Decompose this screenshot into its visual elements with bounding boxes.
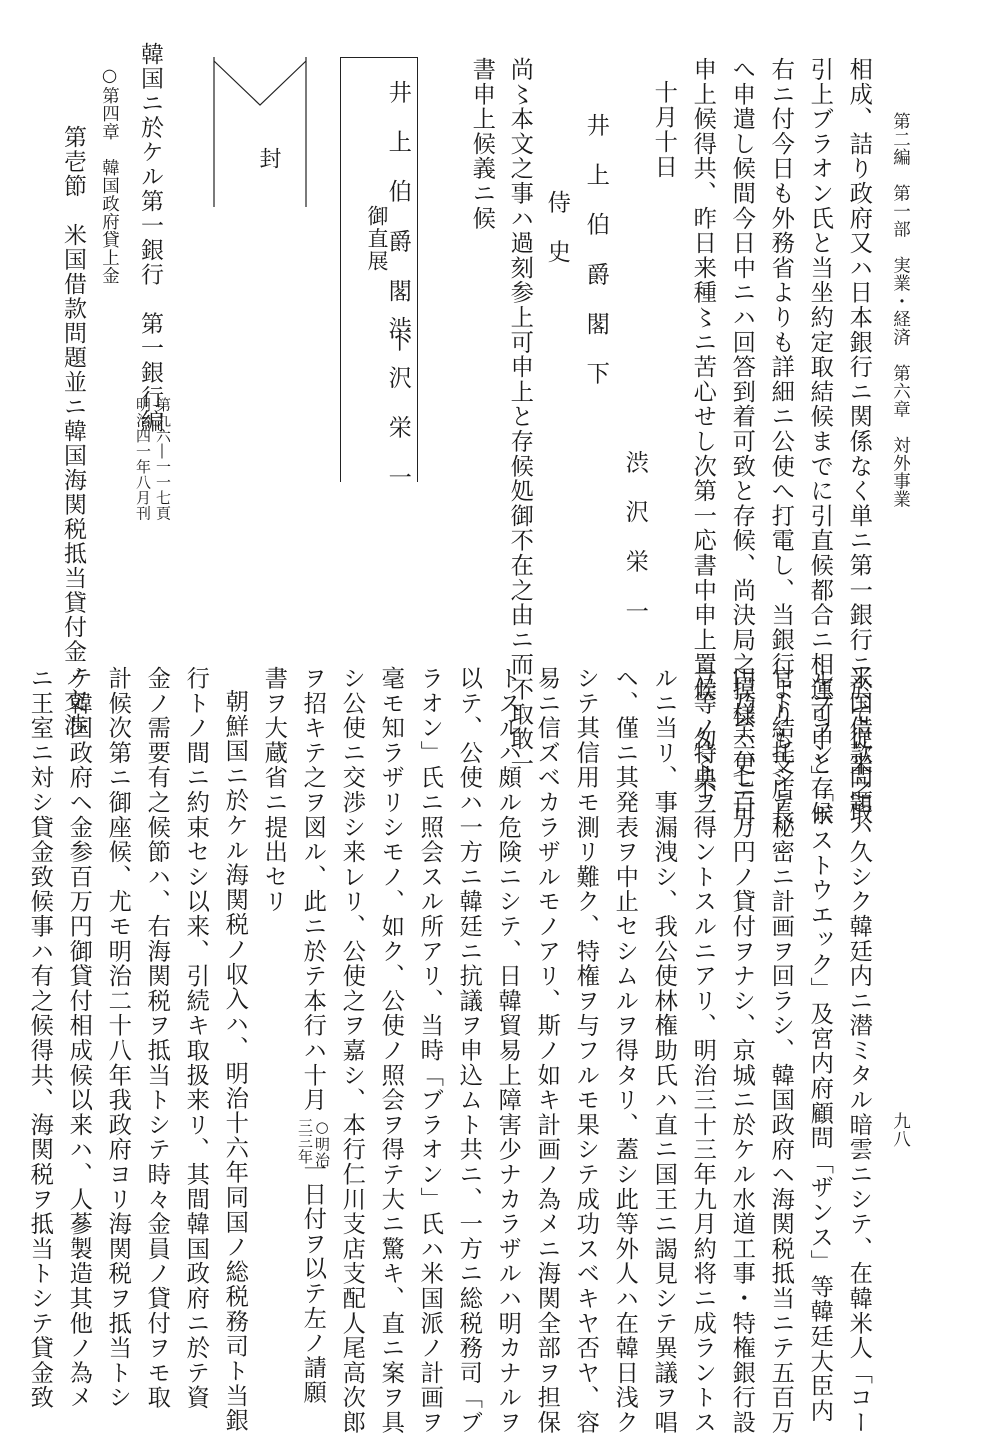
narrative-line: ラオン」氏ニ照会スル所アリ、当時「ブラオン」氏ハ米国派ノ計画ヲ <box>416 666 444 1435</box>
narrative-line: ヲ招キテ之ヲ図ル、此ニ於テ本行ハ十月 <box>299 666 327 1113</box>
petition-line: ニ王室ニ対シ貸金致候事ハ有之候得共、海関税ヲ抵当トシテ貸金致 <box>26 666 54 1410</box>
narrative-line: 円乃至六七百万円ノ貸付ヲナシ、京城ニ於ケル水道工事・特権銀行設 <box>728 666 756 1435</box>
postscript-line: 書申上候義ニ候 <box>468 57 496 231</box>
narrative-line: 官ト結托シテ秘密ニ計画ヲ回ラシ、韓国政府ヘ海関税抵当ニテ五百万 <box>767 666 795 1435</box>
narrative-line: シ公使ニ交渉シ来レリ、公使之ヲ嘉シ、本行仁川支店支配人尾高次郎 <box>338 666 366 1435</box>
narrative-line: 立等ノ特典ヲ得ントスルニアリ、明治三十三年九月約将ニ成ラントス <box>689 666 717 1435</box>
petition-line: テ韓国政府ヘ金参百万円御貸付相成候以来ハ、人蔘製造其他ノ為メ <box>65 666 93 1410</box>
page-number: 九八 <box>890 1112 911 1148</box>
letter-line: 引上ブラオン氏と当坐約定取結候までに引直候都合ニ相運可申と存候 <box>806 57 834 826</box>
inline-note-bottom: 三三年 <box>296 1118 314 1165</box>
narrative-line: ヘ、僅ニ其発表ヲ中止セシムルヲ得タリ、蓋シ此等外人ハ在韓日浅ク <box>611 666 639 1435</box>
envelope-sender: 渋 沢 栄 一 <box>384 316 412 490</box>
letter-honorific: 侍 史 <box>543 190 571 265</box>
letter-line: へ申遣し候間今日中ニハ回答到着可致と存候、尚決局之摸様ハ更ニ可 <box>728 57 756 826</box>
narrative-line: 易ニ信ズベカラザルモノアリ、斯ノ如キ計画ノ為メニ海関全部ヲ担保 <box>533 666 561 1435</box>
petition-line: 朝鮮国ニ於ケル海関税ノ収入ハ、明治十六年同国ノ総税務司ト当銀 <box>221 689 249 1433</box>
source-pages: 第九六―一一七頁 <box>154 397 172 521</box>
letter-line: 申上候得共、昨日来種〻ニ苦心せし次第一応書中申上置候 匆〻不一 <box>689 57 717 826</box>
narrative-line: ルニ当リ、事漏洩シ、我公使林権助氏ハ直ニ国王ニ謁見シテ異議ヲ唱 <box>650 666 678 1435</box>
source-title: 韓国ニ於ケル第一銀行 第一銀行編 <box>137 42 163 434</box>
letter-date: 十月十日 <box>650 80 678 180</box>
seal-mark-text: 封 <box>256 147 281 169</box>
narrative-line: 毫モ知ラザリシモノ、如ク、公使ノ照会ヲ得テ大ニ驚キ、直ニ案ヲ具 <box>377 666 405 1435</box>
narrative-line: 書ヲ大蔵省ニ提出セリ <box>260 666 288 914</box>
letter-line: 右ニ付今日も外務省よりも詳細ニ公使へ打電し、当銀行よりも支店長 <box>767 57 795 826</box>
section-heading: 第壱節 米国借款問題並ニ韓国海関税抵当貸付金ノ交渉 <box>60 125 86 738</box>
petition-line: 計候次第ニ御座候、尤モ明治二十八年我政府ヨリ海関税ヲ抵当トシ <box>104 666 132 1410</box>
postscript-line: 尚〻本文之事ハ過刻参上可申上と存候処御不在之由ニ而不取敢一 <box>506 57 534 777</box>
letter-addressee: 井 上 伯 爵 閣 下 <box>582 113 610 386</box>
narrative-line: 米国借款問題ハ久シク韓廷内ニ潜ミタル暗雲ニシテ、在韓米人「コー <box>845 666 873 1435</box>
inline-note-top: ○明治 <box>313 1118 331 1168</box>
source-published: 明治四一年八月刊 <box>134 397 152 521</box>
envelope-seal-drawing <box>213 57 307 207</box>
envelope-addressee: 井 上 伯 爵 閣 下 <box>384 80 412 353</box>
petition-line: 金ノ需要有之候節ハ、右海関税ヲ抵当トシテ時々金員ノ貸付ヲモ取 <box>143 666 171 1410</box>
envelope-seal <box>213 57 307 207</box>
letter-line: 相成、詰り政府又ハ日本銀行ニ関係なく単ニ第一銀行ニ於て従来之取 <box>845 57 873 826</box>
narrative-line: トスルハ頗ル危険ニシテ、日韓貿易上障害少ナカラザルハ明カナルヲ <box>494 666 522 1435</box>
narrative-line: 以テ、公使ハ一方ニ韓廷ニ抗議ヲ申込ムト共ニ、一方ニ総税務司「ブ <box>455 666 483 1435</box>
running-title: 第二編 第一部 実業・経済 第六章 対外事業 <box>890 112 911 508</box>
narrative-line: ルブラン」「ボストウエック」及宮内府顧問「ザンス」等韓廷大臣内 <box>806 666 834 1424</box>
petition-line: 行トノ間ニ約束セシ以来、引続キ取扱来リ、其間韓国政府ニ於テ資 <box>182 666 210 1410</box>
narrative-line-tail: 一日付ヲ以テ左ノ請願 <box>299 1157 327 1405</box>
envelope-honorific: 御直展 <box>365 205 389 273</box>
chapter-heading: ○第四章 韓国政府貸上金 <box>99 66 120 285</box>
letter-sender: 渋 沢 栄 一 <box>621 450 649 624</box>
narrative-line: シテ其信用モ測リ難ク、特権ヲ与フルモ果シテ成功スベキヤ否ヤ、容 <box>572 666 600 1435</box>
